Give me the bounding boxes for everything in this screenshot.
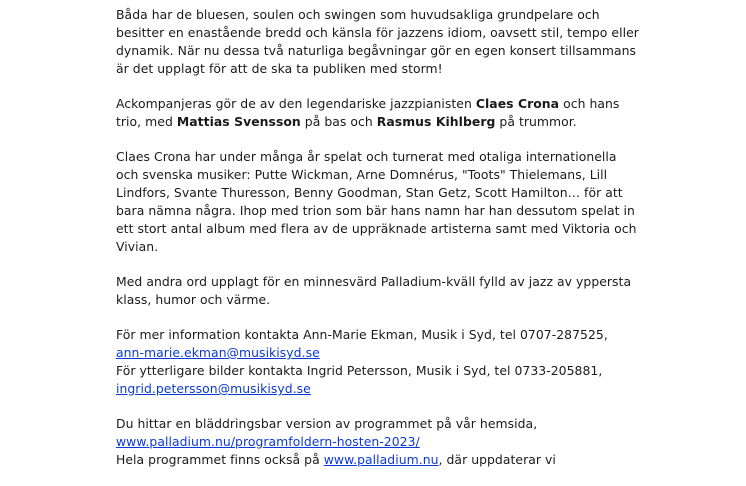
accomp-text: Ackompanjeras gör de av den legendariske jazzpianisten — [116, 96, 476, 111]
paragraph-accompaniment — [116, 95, 676, 131]
text-line: dynamik. När nu dessa två naturliga begåvningar gör en egen konsert tillsammans — [116, 43, 637, 58]
email-link-ann-marie[interactable]: ann-marie.ekman@musikisyd.se — [116, 345, 320, 360]
accomp-text: och hans — [559, 96, 620, 111]
text-line: Lindfors, Svante Thuresson, Benny Goodman, Stan Getz, Scott Hamilton… för att — [116, 185, 623, 200]
text-line: bara nämna några. Ihop med trion som bär hans namn har han dessutom spelat in — [116, 203, 635, 218]
text-line: Du hittar en bläddringsbar version av programmet på vår hemsida, — [116, 416, 538, 431]
text-line: klass, humor och värme. — [116, 292, 271, 307]
paragraph-intro — [116, 6, 676, 78]
paragraph-program — [116, 415, 676, 469]
musician-name: Rasmus Kihlberg — [376, 114, 496, 129]
palladium-website-link[interactable]: www.palladium.nu — [323, 452, 439, 467]
musician-name: Mattias Svensson — [176, 114, 301, 129]
email-link-ingrid[interactable]: ingrid.petersson@musikisyd.se — [116, 381, 311, 396]
text-line: och svenska musiker: Putte Wickman, Arne Domnérus, "Toots" Thielemans, Lill — [116, 167, 608, 182]
paragraph-closing — [116, 273, 676, 309]
program-text: Hela programmet finns också på — [116, 452, 324, 467]
text-line: besitter en enastående bredd och känsla för jazzens idiom, oavsett stil, tempo eller — [116, 25, 639, 40]
contact-info-text: För mer information kontakta Ann-Marie Ekman, Musik i Syd, tel 0707-287525, — [116, 327, 608, 342]
text-line — [116, 451, 676, 469]
text-line: Med andra ord upplagt för en minnesvärd Palladium-kväll fylld av jazz av yppersta — [116, 274, 632, 289]
paragraph-contacts — [116, 326, 676, 398]
text-line: Claes Crona har under många år spelat och turnerat med otaliga internationella — [116, 149, 617, 164]
program-text: , där uppdaterar vi — [438, 452, 556, 467]
link-line — [116, 433, 676, 451]
accomp-text: trio, med — [116, 114, 177, 129]
contact-images-text: För ytterligare bilder kontakta Ingrid Petersson, Musik i Syd, tel 0733-205881, — [116, 363, 603, 378]
text-line: Vivian. — [116, 239, 159, 254]
program-folder-link[interactable]: www.palladium.nu/programfoldern-hosten-2023/ — [116, 434, 420, 449]
text-line — [116, 113, 676, 131]
musician-name: Claes Crona — [475, 96, 560, 111]
text-line: Båda har de bluesen, soulen och swingen som huvudsakliga grundpelare och — [116, 7, 600, 22]
text-line — [116, 95, 676, 113]
text-line: är det upplagt för att de ska ta publiken med storm! — [116, 61, 443, 76]
paragraph-crona — [116, 148, 676, 256]
text-line: ett stort antal album med flera av de uppräknade artisterna samt med Viktoria och — [116, 221, 637, 236]
email-line — [116, 380, 676, 398]
email-line — [116, 344, 676, 362]
document-body — [116, 6, 676, 486]
accomp-text: på bas och — [300, 114, 377, 129]
accomp-text: på trummor. — [495, 114, 577, 129]
